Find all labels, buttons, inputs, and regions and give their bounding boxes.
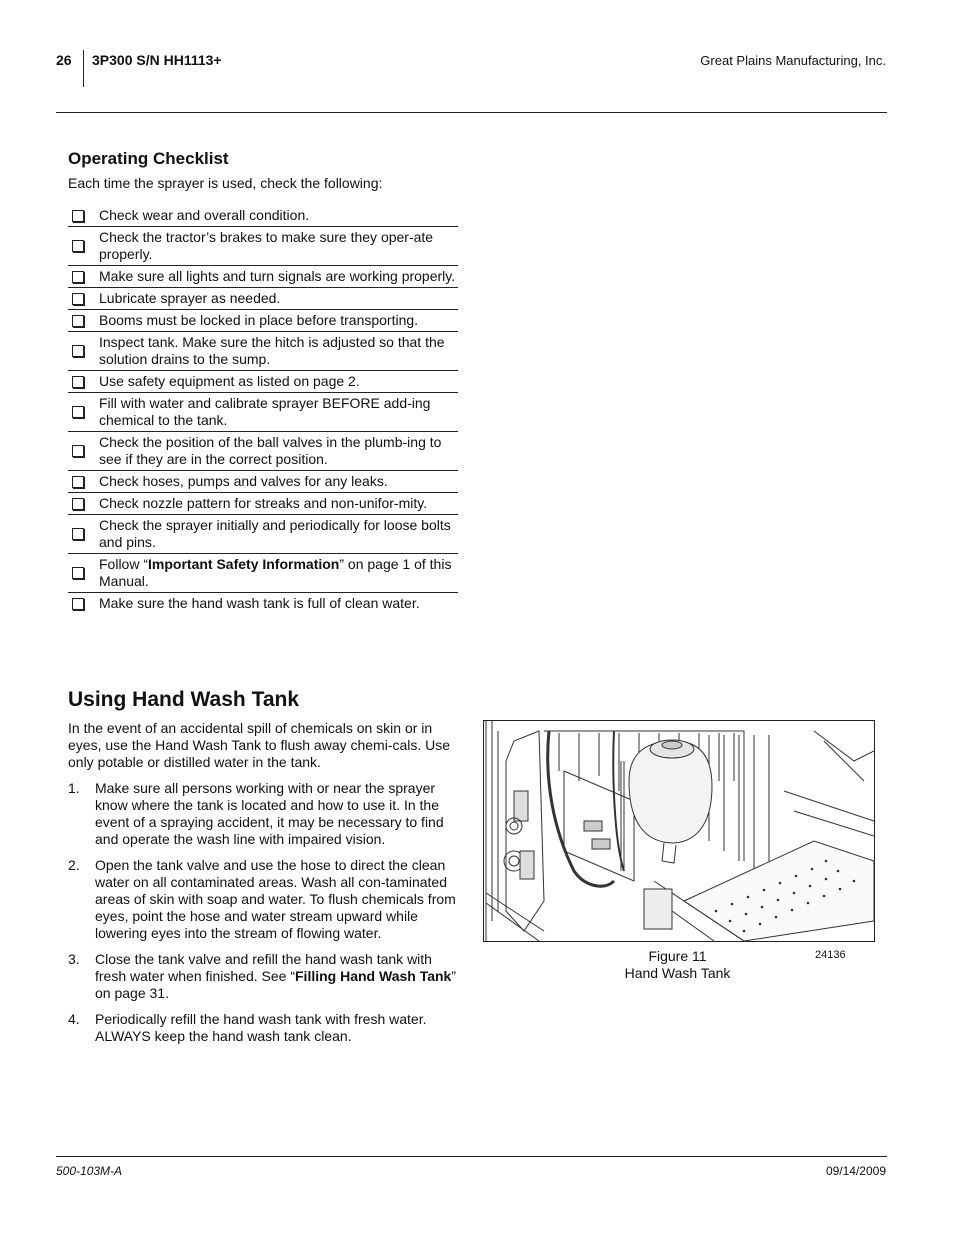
checkbox-icon — [72, 445, 84, 457]
checklist-item-text-pre: Follow “ — [99, 556, 149, 572]
checklist-item — [68, 227, 458, 266]
checklist-item-text: Check the sprayer initially and periodically for loose bolts and pins. — [99, 517, 451, 550]
checkbox-icon — [72, 498, 84, 510]
step-text-pre: Close the tank valve and refill the hand wash tank with fresh water when finished. See “ — [95, 951, 432, 984]
checklist-item-text: Check wear and overall condition. — [99, 207, 310, 223]
checkbox-icon — [72, 345, 84, 357]
checklist-item — [68, 515, 458, 554]
step-number: 3. — [68, 951, 80, 967]
step-text-post: ” on page 31. — [95, 968, 457, 1001]
checklist-item — [68, 493, 458, 515]
operating-checklist-intro: Each time the sprayer is used, check the following: — [68, 175, 383, 191]
checklist-item-text: Check the tractor’s brakes to make sure they oper-ate properly. — [99, 229, 434, 262]
step-text: Make sure all persons working with or near the sprayer know where the tank is located and how to use it. In the event of a spraying accident, it may be necessary to find and operate the wash line with impaired vision. — [95, 780, 444, 847]
header-rule — [56, 112, 887, 113]
checklist-item — [68, 554, 458, 593]
footer-rule — [56, 1156, 887, 1157]
checklist-item — [68, 371, 458, 393]
revision-date: 09/14/2009 — [825, 1164, 886, 1178]
header-separator — [83, 50, 84, 87]
checklist-item-text: Booms must be locked in place before transporting. — [99, 312, 419, 328]
checklist-item-text: Inspect tank. Make sure the hitch is adjusted so that the solution drains to the sump. — [99, 334, 445, 367]
checklist-item-text: Fill with water and calibrate sprayer BEFORE add-ing chemical to the tank. — [99, 395, 431, 428]
checklist-item — [68, 332, 458, 371]
page-number: 26 — [56, 52, 72, 68]
step-number: 2. — [68, 857, 80, 873]
step-item — [68, 1011, 460, 1045]
checkbox-icon — [72, 476, 84, 488]
figure-caption — [600, 948, 755, 982]
figure-number: 24136 — [815, 949, 846, 961]
checklist-item-text: Make sure all lights and turn signals are working properly. — [99, 268, 456, 284]
checklist-item-text-bold: Important Safety Information — [148, 556, 340, 572]
step-text: Open the tank valve and use the hose to direct the clean water on all contaminated areas. Wash all con-taminated areas of skin with soap and water. To flush chemicals from eyes, point the hose and water stream upward while lowering eyes into the stream of flowing water. — [95, 857, 456, 941]
checklist-item — [68, 393, 458, 432]
checklist-item — [68, 310, 458, 332]
checklist-item-text: Make sure the hand wash tank is full of clean water. — [99, 595, 420, 611]
hand-wash-intro: In the event of an accidental spill of chemicals on skin or in eyes, use the Hand Wash Tank to flush away chemi-cals. Use only potable or distilled water in the tank. — [68, 720, 451, 770]
step-number: 4. — [68, 1011, 80, 1027]
step-item — [68, 780, 460, 848]
checklist-item — [68, 205, 458, 227]
step-text — [95, 951, 460, 1002]
checklist-item-text: Use safety equipment as listed on page 2. — [99, 373, 360, 389]
step-text: Periodically refill the hand wash tank with fresh water. ALWAYS keep the hand wash tank clean. — [95, 1011, 427, 1044]
checklist-item-text: Lubricate sprayer as needed. — [99, 290, 281, 306]
hand-wash-tank-illustration — [484, 721, 874, 941]
checklist-item-text: Check the position of the ball valves in the plumb-ing to see if they are in the correct position. — [99, 434, 442, 467]
hand-wash-tank-figure — [483, 720, 875, 942]
checkbox-icon — [72, 210, 84, 222]
operating-checklist — [68, 205, 458, 614]
checklist-item — [68, 432, 458, 471]
figure-title: Hand Wash Tank — [624, 965, 731, 981]
company-name: Great Plains Manufacturing, Inc. — [700, 53, 886, 68]
checklist-item-text — [99, 556, 458, 590]
checklist-item-text: Check nozzle pattern for streaks and non-unifor-mity. — [99, 495, 428, 511]
checkbox-icon — [72, 293, 84, 305]
checkbox-icon — [72, 567, 84, 579]
checkbox-icon — [72, 528, 84, 540]
checkbox-icon — [72, 315, 84, 327]
checklist-item — [68, 266, 458, 288]
checklist-item-text-post: ” on page 1 of this Manual. — [99, 556, 452, 589]
model-label: 3P300 S/N HH1113+ — [92, 52, 222, 68]
section-title-operating-checklist: Operating Checklist — [68, 149, 229, 168]
document-number: 500-103M-A — [56, 1164, 123, 1178]
checklist-item — [68, 288, 458, 310]
hand-wash-steps — [68, 780, 460, 1054]
checklist-item-text: Check hoses, pumps and valves for any leaks. — [99, 473, 388, 489]
checkbox-icon — [72, 240, 84, 252]
figure-label: Figure 11 — [648, 948, 707, 964]
checkbox-icon — [72, 376, 84, 388]
step-item — [68, 951, 460, 1002]
checkbox-icon — [72, 406, 84, 418]
step-text-bold: Filling Hand Wash Tank — [295, 968, 452, 984]
checkbox-icon — [72, 271, 84, 283]
checklist-item — [68, 471, 458, 493]
step-item — [68, 857, 460, 942]
checkbox-icon — [72, 598, 84, 610]
checklist-item — [68, 593, 458, 614]
section-title-hand-wash: Using Hand Wash Tank — [68, 688, 300, 711]
step-number: 1. — [68, 780, 80, 796]
